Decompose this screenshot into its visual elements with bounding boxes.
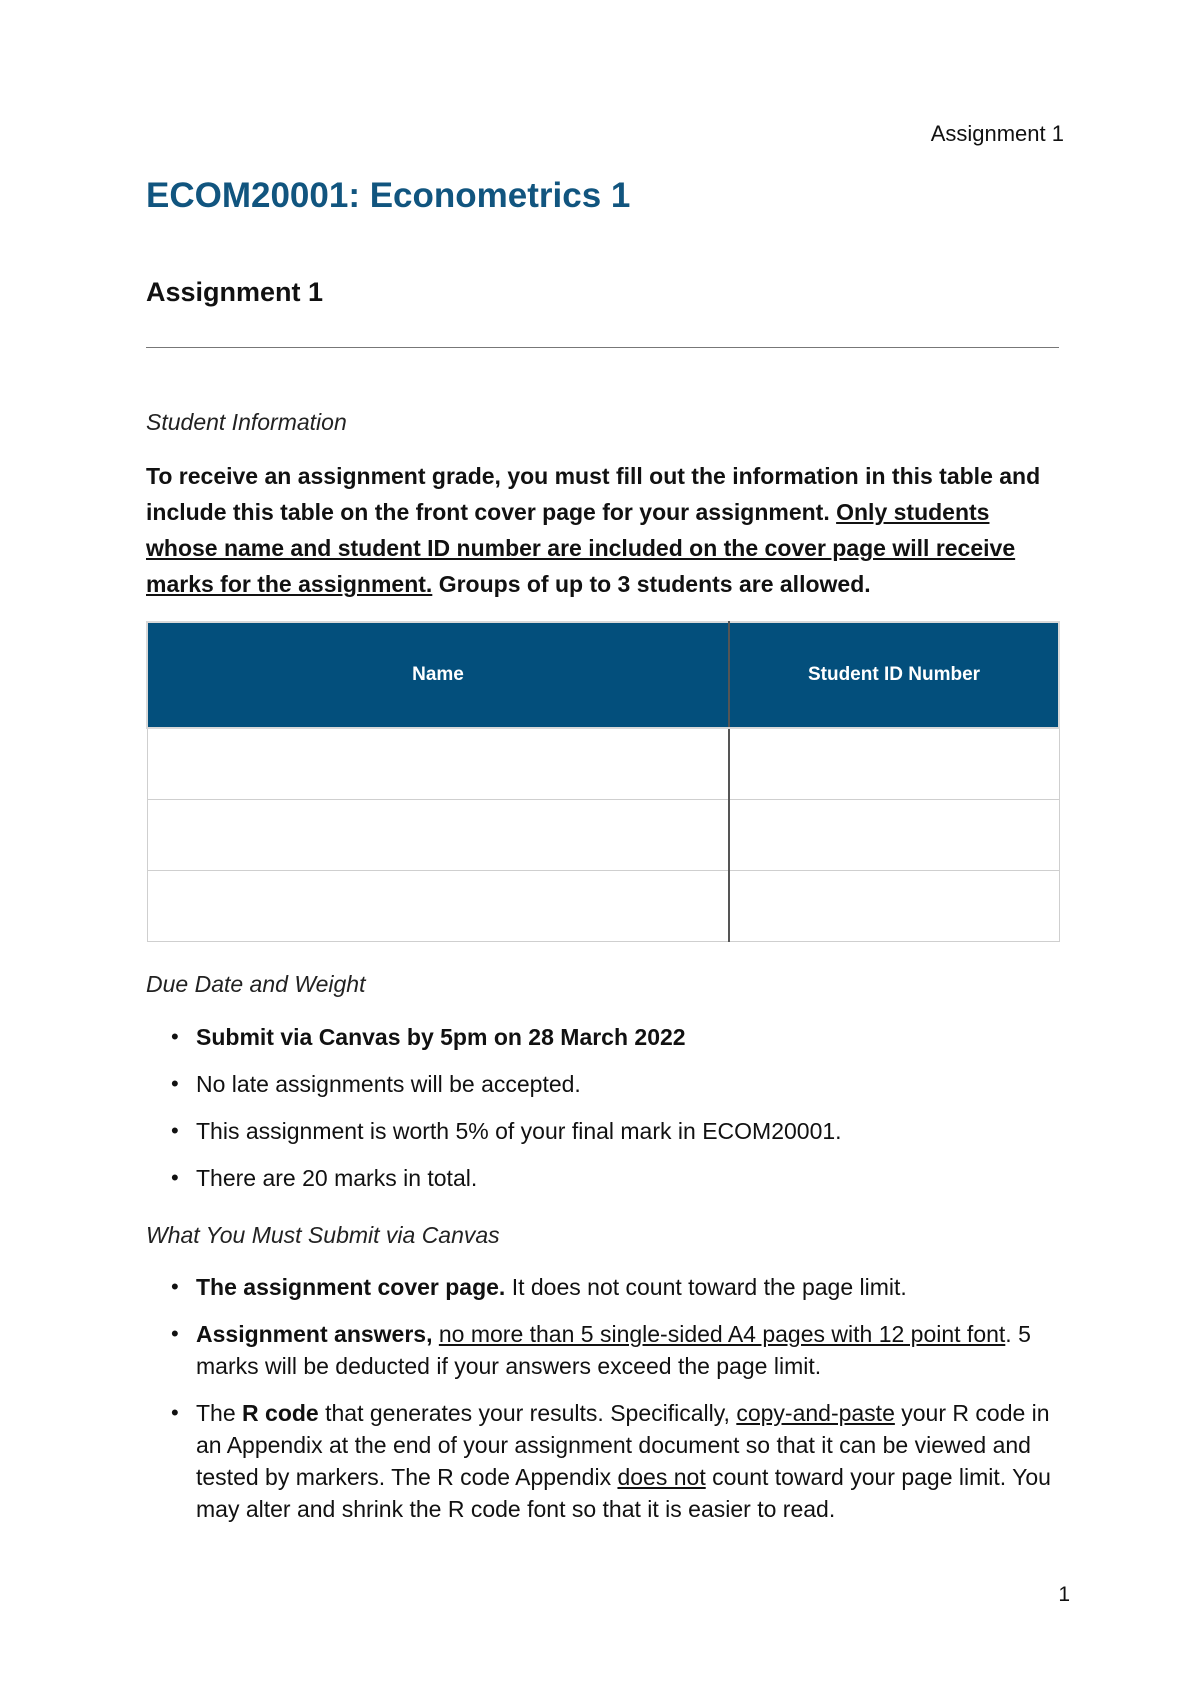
submit-item-text: that generates your results. Specifically, [318, 1400, 737, 1426]
bullet-icon: • [171, 1118, 179, 1143]
submit-item-bold: The assignment cover page. [196, 1274, 506, 1300]
intro-underlined-text: Only students whose name and student ID number are included on the cover page will receive marks for the assignment. [146, 499, 1016, 597]
name-cell[interactable] [147, 728, 729, 800]
list-item [146, 1271, 1066, 1303]
bullet-icon: • [171, 1024, 179, 1049]
intro-text-1: To receive an assignment grade, you must fill out the information in this table and include this table on the front cover page for your assignment. [146, 463, 1041, 525]
running-header: Assignment 1 [930, 121, 1064, 146]
bullet-icon: • [171, 1274, 179, 1299]
submit-item-underlined: no more than 5 single-sided A4 pages with 12 point font [438, 1321, 1006, 1347]
student-id-column-header: Student ID Number [729, 622, 1059, 728]
submit-item-text: count toward your page limit. You may alter and shrink the R code font so that it is easier to read. [196, 1464, 1051, 1522]
submit-item-underlined: does not [617, 1464, 706, 1490]
student-information-intro [146, 458, 1066, 602]
bullet-icon: • [171, 1165, 179, 1190]
submit-item-text: . 5 marks will be deducted if your answers exceed the page limit. [196, 1321, 1031, 1379]
list-item [146, 1397, 1066, 1525]
submit-item-bold: Assignment answers, [196, 1321, 433, 1347]
due-item-text: No late assignments will be accepted. [196, 1071, 581, 1097]
list-item [146, 1115, 1066, 1147]
what-to-submit-label: What You Must Submit via Canvas [146, 1222, 500, 1248]
list-item [146, 1068, 1066, 1100]
due-item-text: Submit via Canvas by 5pm on 28 March 2022 [196, 1024, 686, 1050]
student-id-cell[interactable] [729, 871, 1059, 942]
assignment-subtitle: Assignment 1 [146, 277, 324, 307]
submit-item-text: The [196, 1400, 243, 1426]
name-column-header: Name [147, 622, 729, 728]
course-title: ECOM20001: Econometrics 1 [146, 176, 631, 215]
name-cell[interactable] [147, 871, 729, 942]
bullet-icon: • [171, 1071, 179, 1096]
student-info-table [146, 621, 1060, 942]
due-item-text: This assignment is worth 5% of your final mark in ECOM20001. [196, 1118, 842, 1144]
list-item [146, 1021, 1066, 1053]
due-date-label: Due Date and Weight [146, 971, 366, 997]
student-id-cell[interactable] [729, 800, 1059, 871]
due-date-list [146, 1021, 1066, 1209]
submit-item-bold: R code [242, 1400, 319, 1426]
student-information-label: Student Information [146, 409, 347, 435]
list-item [146, 1318, 1066, 1382]
bullet-icon: • [171, 1400, 179, 1425]
list-item [146, 1162, 1066, 1194]
intro-text-2: Groups of up to 3 students are allowed. [432, 571, 871, 597]
submit-list [146, 1271, 1066, 1540]
submit-item-text: your R code in an Appendix at the end of your assignment document so that it can be viewed and tested by markers. The R code Appendix [196, 1400, 1050, 1490]
table-row [147, 871, 1059, 942]
table-row [147, 728, 1059, 800]
student-id-cell[interactable] [729, 728, 1059, 800]
table-header-row [147, 622, 1059, 728]
table-row [147, 800, 1059, 871]
submit-item-text: It does not count toward the page limit. [505, 1274, 907, 1300]
page-number: 1 [1058, 1583, 1070, 1606]
name-cell[interactable] [147, 800, 729, 871]
bullet-icon: • [171, 1321, 179, 1346]
due-item-text: There are 20 marks in total. [196, 1165, 478, 1191]
horizontal-divider [146, 347, 1059, 348]
submit-item-underlined: copy-and-paste [736, 1400, 895, 1426]
